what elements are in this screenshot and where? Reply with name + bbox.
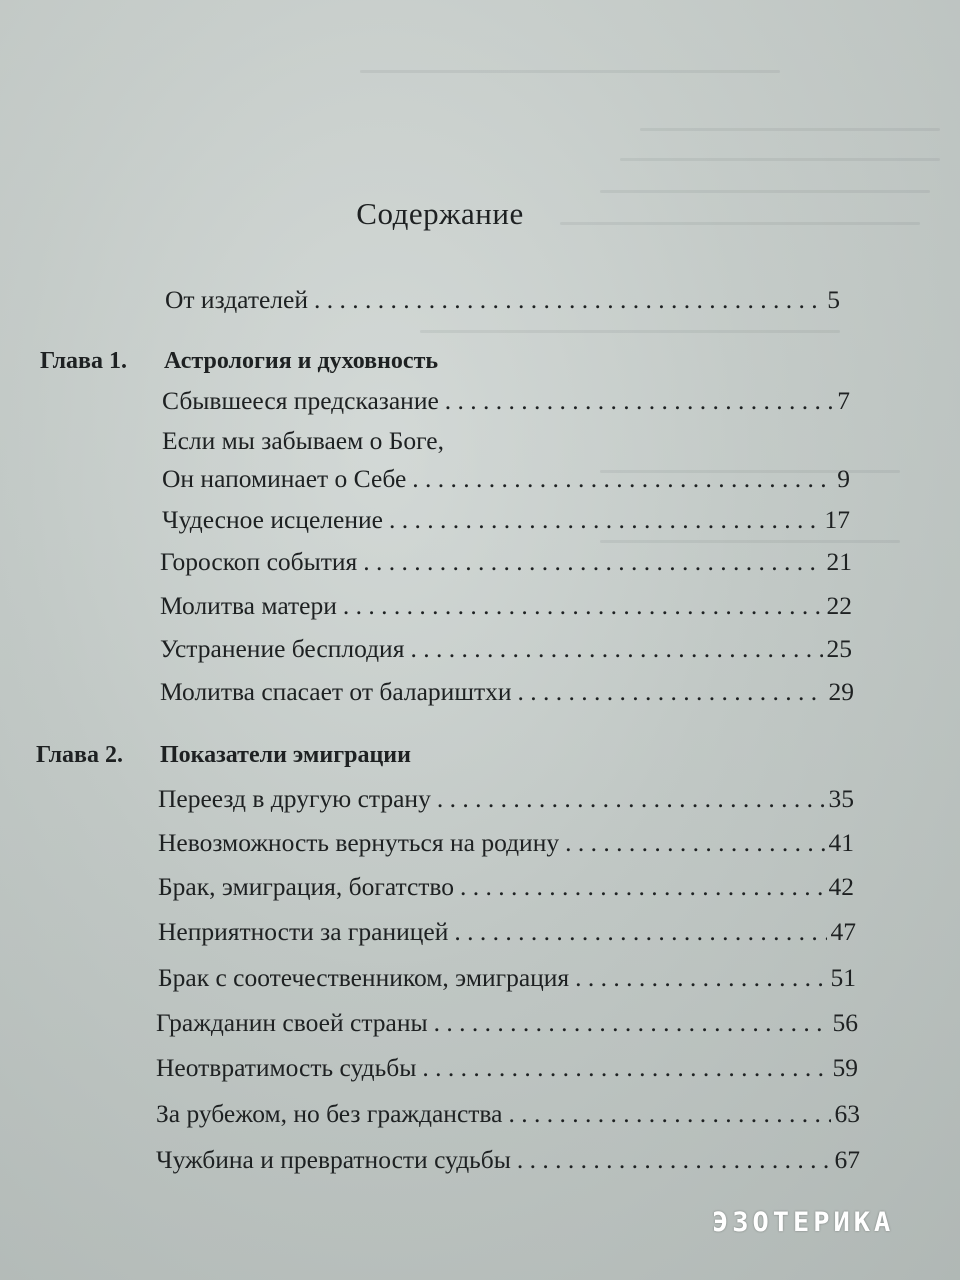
chapter-label: Глава 2. [36,742,123,768]
entry-title: Гороскоп события [160,547,358,576]
entry-page: 42 [828,872,854,901]
toc-entry [162,505,850,535]
entry-title: Неприятности за границей [158,917,449,946]
toc-entry [158,828,854,858]
leader-dots [508,1099,830,1129]
entry-page: 21 [826,547,852,576]
entry-page: 17 [824,505,850,534]
toc-entry [160,677,854,707]
toc-entry [158,917,856,947]
toc-entry [160,591,852,621]
entry-page: 67 [834,1145,860,1174]
chapter-title: Астрология и духовность [164,348,439,374]
toc-entry [158,872,854,902]
toc-entry [158,784,854,814]
entry-title: Брак, эмиграция, богатство [158,872,455,901]
chapter-heading [36,740,411,770]
entry-title: Переезд в другую страну [158,784,431,813]
toc-entry [158,963,856,993]
leader-dots [445,386,833,416]
leader-dots [434,1008,829,1038]
chapter-title: Показатели эмиграции [160,742,411,768]
leader-dots [575,963,826,993]
toc-entry [156,1008,858,1038]
entry-page: 59 [832,1053,858,1082]
entry-title: Сбывшееся предсказание [162,386,439,415]
entry-title: Чужбина и превратности судьбы [156,1145,511,1174]
entry-title: Гражданин своей страны [156,1008,428,1037]
entry-title: Молитва спасает от балариштхи [160,677,512,706]
leader-dots [437,784,825,814]
entry-page: 47 [830,917,856,946]
toc-entry [156,1099,860,1129]
leader-dots [314,285,823,315]
leader-dots [517,1145,831,1175]
toc-entry [165,285,840,315]
leader-dots [454,917,826,947]
toc-entry [156,1053,858,1083]
toc-entry [160,547,852,577]
toc-entry [162,464,850,494]
toc-entry [162,386,850,416]
entry-title: От издателей [165,285,308,314]
leader-dots [422,1053,828,1083]
entry-title-line: Если мы забываем о Боге, [162,426,444,455]
entry-page: 22 [826,591,852,620]
entry-title: Невозможность вернуться на родину [158,828,560,857]
entry-title: Брак с соотечественником, эмиграция [158,963,570,992]
entry-title: Неотвратимость судьбы [156,1053,417,1082]
leader-dots [389,505,821,535]
entry-page: 25 [826,634,852,663]
entry-page: 41 [828,828,854,857]
leader-dots [363,547,822,577]
leader-dots [518,677,825,707]
entry-page: 35 [828,784,854,813]
leader-dots [412,464,833,494]
entry-page: 56 [832,1008,858,1037]
entry-page: 51 [830,963,856,992]
leader-dots [460,872,824,902]
toc-entry [160,634,852,664]
chapter-heading [40,346,438,376]
entry-page: 9 [837,464,850,493]
entry-title: Чудесное исцеление [162,505,383,534]
entry-title: Он напоминает о Себе [162,464,407,493]
entry-page: 7 [837,386,850,415]
entry-page: 63 [834,1099,860,1128]
leader-dots [410,634,822,664]
watermark: ЭЗОТЕРИКА [712,1207,895,1238]
entry-title: За рубежом, но без гражданства [156,1099,503,1128]
chapter-label: Глава 1. [40,348,127,374]
leader-dots [565,828,824,858]
leader-dots [343,591,823,621]
entry-title: Устранение бесплодия [160,634,405,663]
entry-page: 5 [827,285,840,314]
toc-entry [156,1145,860,1175]
entry-page: 29 [828,677,854,706]
toc-title: Содержание [356,196,524,231]
entry-title: Молитва матери [160,591,337,620]
